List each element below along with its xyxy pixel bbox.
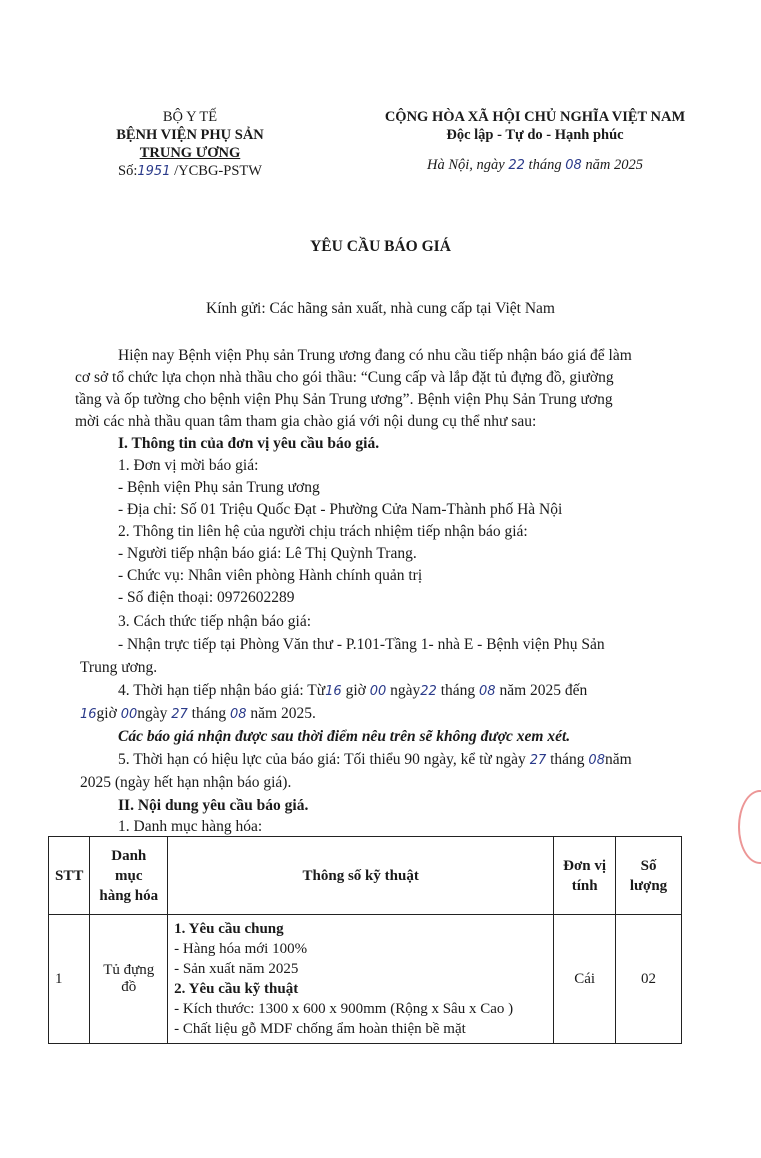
row-spec: 1. Yêu cầu chung - Hàng hóa mới 100% - Sản xuất năm 2025 2. Yêu cầu kỹ thuật - Kích thước: 1300 x 600 x 900mm (Rộng x Sâu x Cao ) - Chất liệu gỗ MDF chống ẩm hoàn thiện bề mặt <box>168 915 554 1044</box>
method-line2: Trung ương. <box>80 659 158 676</box>
document-date: Hà Nội, ngày 22 tháng 08 năm 2025 <box>427 157 643 173</box>
col-stt: STT <box>49 837 90 915</box>
phone: - Số điện thoại: 0972602289 <box>118 589 295 606</box>
document-number: Số:1951 /YCBG-PSTW <box>118 163 262 179</box>
national-header <box>360 108 710 175</box>
row-quantity: 02 <box>616 915 682 1044</box>
col-item-name: Danh mục hàng hóa <box>90 837 168 915</box>
document-title: YÊU CẦU BÁO GIÁ <box>310 238 451 255</box>
greeting: Kính gửi: Các hãng sản xuất, nhà cung cấp tại Việt Nam <box>206 300 555 317</box>
item-2: 2. Thông tin liên hệ của người chịu trách nhiệm tiếp nhận báo giá: <box>118 523 528 540</box>
hospital-name-line1: BỆNH VIỆN PHỤ SẢN <box>116 127 264 143</box>
table-row <box>49 915 682 1044</box>
address: - Địa chỉ: Số 01 Triệu Quốc Đạt - Phường Cửa Nam-Thành phố Hà Nội <box>118 501 563 518</box>
position: - Chức vụ: Nhân viên phòng Hành chính quản trị <box>118 567 423 584</box>
row-unit: Cái <box>554 915 616 1044</box>
intro-line: cơ sở tổ chức lựa chọn nhà thầu cho gói thầu: “Cung cấp và lắp đặt tủ đựng đồ, giường <box>75 369 614 386</box>
method-line1: - Nhận trực tiếp tại Phòng Văn thư - P.101-Tầng 1- nhà E - Bệnh viện Phụ Sản <box>118 636 605 653</box>
section-2-heading: II. Nội dung yêu cầu báo giá. <box>118 797 309 814</box>
issuer-block <box>60 108 320 181</box>
item-5-line1: 5. Thời hạn có hiệu lực của báo giá: Tối thiểu 90 ngày, kể từ ngày 27 tháng 08năm <box>118 751 632 768</box>
row-item-name: Tủ đựng đồ <box>90 915 168 1044</box>
doc-number-handwritten: 1951 <box>137 164 171 179</box>
intro-line: Hiện nay Bệnh viện Phụ sản Trung ương đang có nhu cầu tiếp nhận báo giá để làm <box>118 347 632 364</box>
intro-line: mời các nhà thầu quan tâm tham gia chào giá với nội dung cụ thể như sau: <box>75 413 537 430</box>
inviting-unit: - Bệnh viện Phụ sản Trung ương <box>118 479 320 496</box>
hospital-name-line2: TRUNG ƯƠNG <box>139 145 241 161</box>
national-motto: Độc lập - Tự do - Hạnh phúc <box>446 127 624 143</box>
col-spec: Thông số kỹ thuật <box>168 837 554 915</box>
col-quantity: Số lượng <box>616 837 682 915</box>
receiver: - Người tiếp nhận báo giá: Lê Thị Quỳnh Trang. <box>118 545 417 562</box>
goods-table <box>48 836 682 1044</box>
intro-line: tầng và ốp tường cho bệnh viện Phụ Sản Trung ương”. Bệnh viện Phụ Sản Trung ương <box>75 391 613 408</box>
item-4-line2: 16giờ 00ngày 27 tháng 08 năm 2025. <box>80 705 316 722</box>
item-4-line1: 4. Thời hạn tiếp nhận báo giá: Từ16 giờ 00 ngày22 tháng 08 năm 2025 đến <box>118 682 588 699</box>
item-3: 3. Cách thức tiếp nhận báo giá: <box>118 613 312 630</box>
goods-list-label: 1. Danh mục hàng hóa: <box>118 818 263 835</box>
item-1: 1. Đơn vị mời báo giá: <box>118 457 259 474</box>
table-header-row <box>49 837 682 915</box>
late-submission-note: Các báo giá nhận được sau thời điểm nêu trên sẽ không được xem xét. <box>118 728 571 745</box>
col-unit: Đơn vị tính <box>554 837 616 915</box>
section-1-heading: I. Thông tin của đơn vị yêu cầu báo giá. <box>118 435 380 452</box>
row-stt: 1 <box>49 915 90 1044</box>
country-name: CỘNG HÒA XÃ HỘI CHỦ NGHĨA VIỆT NAM <box>384 109 686 125</box>
item-5-line2: 2025 (ngày hết hạn nhận báo giá). <box>80 774 292 791</box>
stamp-edge-mark <box>738 790 761 864</box>
ministry-name: BỘ Y TẾ <box>162 109 218 125</box>
